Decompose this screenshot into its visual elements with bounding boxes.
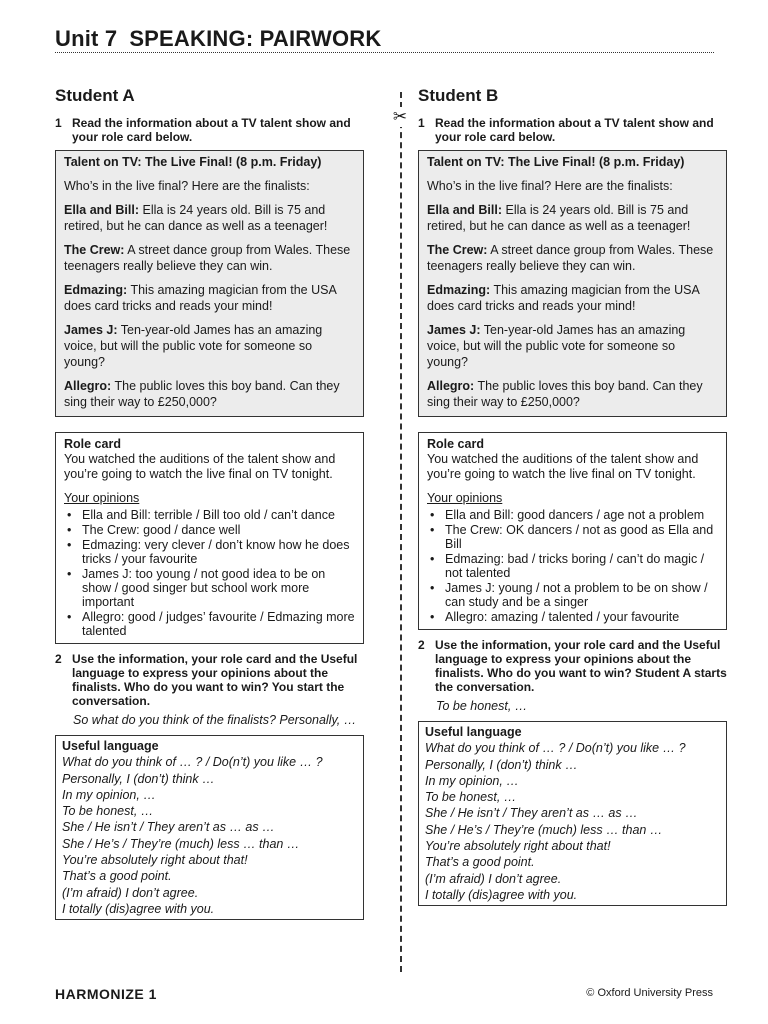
role-card-text: You watched the auditions of the talent show and you’re going to watch the live final on TV tonight. [64,452,336,481]
finalists-intro: Who’s in the live final? Here are the finalists: [427,179,673,193]
useful-language-title: Useful language [62,739,159,753]
task-number: 2 [418,638,425,652]
unit-label: Unit 7 [55,26,118,51]
phrase-item: To be honest, … [62,804,154,819]
finalist-name: Ella and Bill: [427,203,503,217]
finalist-desc: A street dance group from Wales. These teenagers really believe they can win. [427,243,714,273]
title-divider [55,52,714,53]
role-card-text: You watched the auditions of the talent show and you’re going to watch the live final on TV tonight. [427,452,699,481]
phrase-item: I totally (dis)agree with you. [425,887,578,902]
finalist-name: Ella and Bill: [64,203,140,217]
finalist-desc: Ten-year-old James has an amazing voice, but will the public vote for someone so young? [427,323,686,369]
finalist-item [427,282,718,314]
finalist-item [427,378,718,410]
student-b-useful-language [418,721,727,906]
finalist-desc: A street dance group from Wales. These teenagers really believe they can win. [64,243,351,273]
finalist-item [64,322,355,370]
finalist-item [427,242,718,274]
finalist-name: James J: [427,323,481,337]
role-card-title: Role card [64,437,121,451]
phrase-item: In my opinion, … [62,787,156,802]
phrase-item: She / He isn’t / They aren’t as … as … [62,820,275,835]
student-a-task-1 [55,116,365,144]
phrase-item: (I’m afraid) I don’t agree. [425,871,562,886]
opinion-item: • Edmazing: very clever / don’t know how he does tricks / your favourite [64,538,355,566]
phrase-item: Personally, I (don’t) think … [62,771,215,786]
cut-line [400,92,402,972]
opinions-label: Your opinions [64,491,140,505]
show-title: Talent on TV: The Live Final! (8 p.m. Friday) [427,155,685,169]
task-number: 2 [55,652,62,666]
finalist-name: Edmazing: [64,283,128,297]
task-text: Read the information about a TV talent show and your role card below. [435,116,714,144]
student-b-task-2 [418,638,728,694]
opinion-item: • James J: young / not a problem to be on show / can study and be a singer [427,581,718,609]
student-b-column [418,86,728,906]
opinion-item: • Allegro: good / judges’ favourite / Edmazing more talented [64,610,355,638]
student-b-role-card [418,432,727,630]
opinion-item: • Ella and Bill: terrible / Bill too old / can’t dance [64,508,355,522]
page-title [55,26,381,52]
task-number: 1 [418,116,425,130]
example-sentence: So what do you think of the finalists? Personally, … [73,713,357,727]
phrase-item: To be honest, … [425,790,517,805]
finalist-desc: The public loves this boy band. Can they sing their way to £250,000? [427,379,703,409]
student-a-info-box [55,150,364,417]
student-b-task-1 [418,116,728,144]
phrase-item: That’s a good point. [62,869,172,884]
phrase-item: You’re absolutely right about that! [62,853,248,868]
opinion-item: • Allegro: amazing / talented / your favourite [427,610,718,624]
phrase-item: In my opinion, … [425,773,519,788]
brand-logo: HARMONIZE 1 [55,986,157,1002]
useful-language-title: Useful language [425,725,522,739]
copyright-notice: © Oxford University Press [586,987,713,999]
task-text: Use the information, your role card and the Useful language to express your opinions about the finalists. Who do you want to win? Student A starts the conversation. [435,638,727,694]
finalist-desc: Ten-year-old James has an amazing voice, but will the public vote for someone so young? [64,323,323,369]
opinion-item: • The Crew: good / dance well [64,523,355,537]
finalist-item [427,202,718,234]
finalist-desc: The public loves this boy band. Can they sing their way to £250,000? [64,379,340,409]
finalist-desc: Ella is 24 years old. Bill is 75 and retired, but he can dance as well as a teenager! [64,203,328,233]
finalist-item [64,202,355,234]
phrase-item: Personally, I (don’t) think … [425,757,578,772]
opinions-list [427,508,718,624]
finalist-item [64,282,355,314]
student-a-role-card [55,432,364,644]
role-card-title: Role card [427,437,484,451]
finalist-desc: This amazing magician from the USA does card tricks and reads your mind! [427,283,700,313]
show-title: Talent on TV: The Live Final! (8 p.m. Friday) [64,155,322,169]
student-a-task-2 [55,652,365,708]
finalist-name: Allegro: [64,379,112,393]
phrase-item: She / He’s / They’re (much) less … than … [62,836,300,851]
opinion-item: • James J: too young / not good idea to be on show / good singer but school work more important [64,567,355,609]
finalist-name: Edmazing: [427,283,491,297]
finalist-item [64,378,355,410]
task-text: Use the information, your role card and the Useful language to express your opinions about the finalists. Who do you want to win? You start the conversation. [72,652,358,708]
student-b-info-box [418,150,727,417]
task-number: 1 [55,116,62,130]
phrase-item: What do you think of … ? / Do(n’t) you like … ? [62,755,323,770]
opinion-item: • Edmazing: bad / tricks boring / can’t do magic / not talented [427,552,718,580]
phrase-item: I totally (dis)agree with you. [62,901,215,916]
phrase-item: What do you think of … ? / Do(n’t) you like … ? [425,741,686,756]
phrase-item: You’re absolutely right about that! [425,839,611,854]
phrase-item: She / He’s / They’re (much) less … than … [425,822,663,837]
student-a-column [55,86,365,920]
phrase-item: That’s a good point. [425,855,535,870]
section-title: SPEAKING: PAIRWORK [129,26,382,51]
finalist-name: Allegro: [427,379,475,393]
finalist-name: The Crew: [64,243,125,257]
finalist-item [427,322,718,370]
finalist-desc: Ella is 24 years old. Bill is 75 and retired, but he can dance as well as a teenager! [427,203,691,233]
example-sentence: To be honest, … [436,699,528,713]
phrase-item: She / He isn’t / They aren’t as … as … [425,806,638,821]
student-b-heading: Student B [418,86,499,105]
student-a-useful-language [55,735,364,920]
finalist-desc: This amazing magician from the USA does card tricks and reads your mind! [64,283,337,313]
opinions-list [64,508,355,638]
opinion-item: • Ella and Bill: good dancers / age not a problem [427,508,718,522]
scissors-icon: ✂ [390,107,410,127]
phrase-item: (I’m afraid) I don’t agree. [62,885,199,900]
student-a-heading: Student A [55,86,135,105]
finalist-name: The Crew: [427,243,488,257]
finalist-item [64,242,355,274]
opinions-label: Your opinions [427,491,503,505]
task-text: Read the information about a TV talent show and your role card below. [72,116,351,144]
opinion-item: • The Crew: OK dancers / not as good as Ella and Bill [427,523,718,551]
finalists-intro: Who’s in the live final? Here are the finalists: [64,179,310,193]
finalist-name: James J: [64,323,118,337]
